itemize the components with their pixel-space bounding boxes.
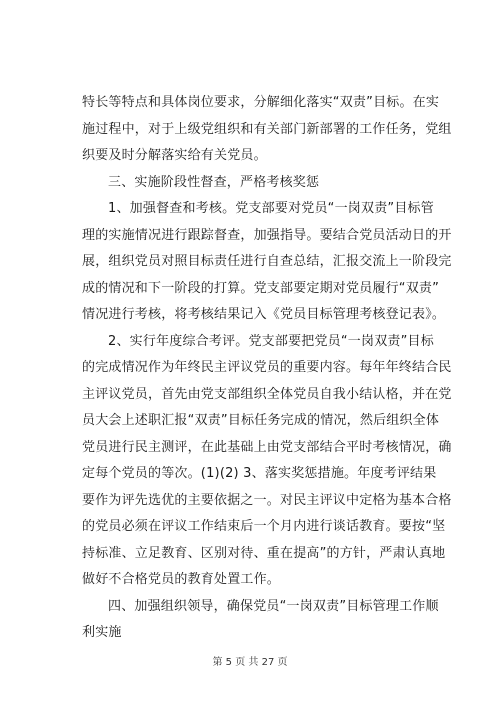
text-line: 党员进行民主测评，在此基础上由党支部结合平时考核情况，确	[82, 439, 452, 455]
text-line: 情况进行考核，将考核结果记入《党员目标管理考核登记表》。	[82, 307, 446, 322]
text-line: 施过程中，对于上级党组织和有关部门新部署的工作任务，党组	[82, 121, 452, 137]
text-line: 做好不合格党员的教育处置工作。	[82, 572, 281, 587]
text-line: 员大会上述职汇报“双责”目标任务完成的情况，然后组织全体	[82, 413, 440, 428]
text-line: 成的情况和下一阶段的打算。党支部要定期对党员履行“双责”	[82, 280, 440, 296]
text-line: 利实施	[82, 625, 122, 640]
text-line: 持标准、立足教育、区别对待、重在提高”的方针，严肃认真地	[82, 545, 446, 561]
text-line: 主评议党员，首先由党支部组织全体党员自我小结认格，并在党	[82, 386, 452, 402]
text-line: 理的实施情况进行跟踪督查，加强指导。要结合党员活动日的开	[82, 227, 452, 243]
page-footer: 第 5 页 共 27 页	[212, 657, 288, 668]
text-line: 的完成情况作为年终民主评议党员的重要内容。每年年终结合民	[82, 360, 452, 375]
text-line: 织要及时分解落实给有关党员。	[82, 148, 267, 163]
body-text	[82, 90, 452, 647]
text-line: 展，组织党员对照目标责任进行自查总结，汇报交流上一阶段完	[82, 254, 452, 269]
text-line: 定每个党员的等次。(1)(2) 3、落实奖惩措施。年度考评结果	[82, 466, 437, 481]
text-line: 的党员必须在评议工作结束后一个月内进行谈话教育。要按“坚	[82, 519, 446, 534]
text-line: 1、加强督查和考核。党支部要对党员“一岗双责”目标管	[108, 201, 434, 216]
text-line: 三、实施阶段性督查，严格考核奖惩	[108, 174, 320, 190]
text-line: 特长等特点和具体岗位要求，分解细化落实“双责”目标。在实	[82, 95, 440, 110]
text-line: 2、实行年度综合考评。党支部要把党员“一岗双责”目标	[108, 333, 434, 349]
text-line: 四、加强组织领导，确保党员“一岗双责”目标管理工作顺	[108, 598, 439, 614]
text-line: 要作为评先选优的主要依据之一。对民主评议中定格为基本合格	[82, 492, 452, 508]
